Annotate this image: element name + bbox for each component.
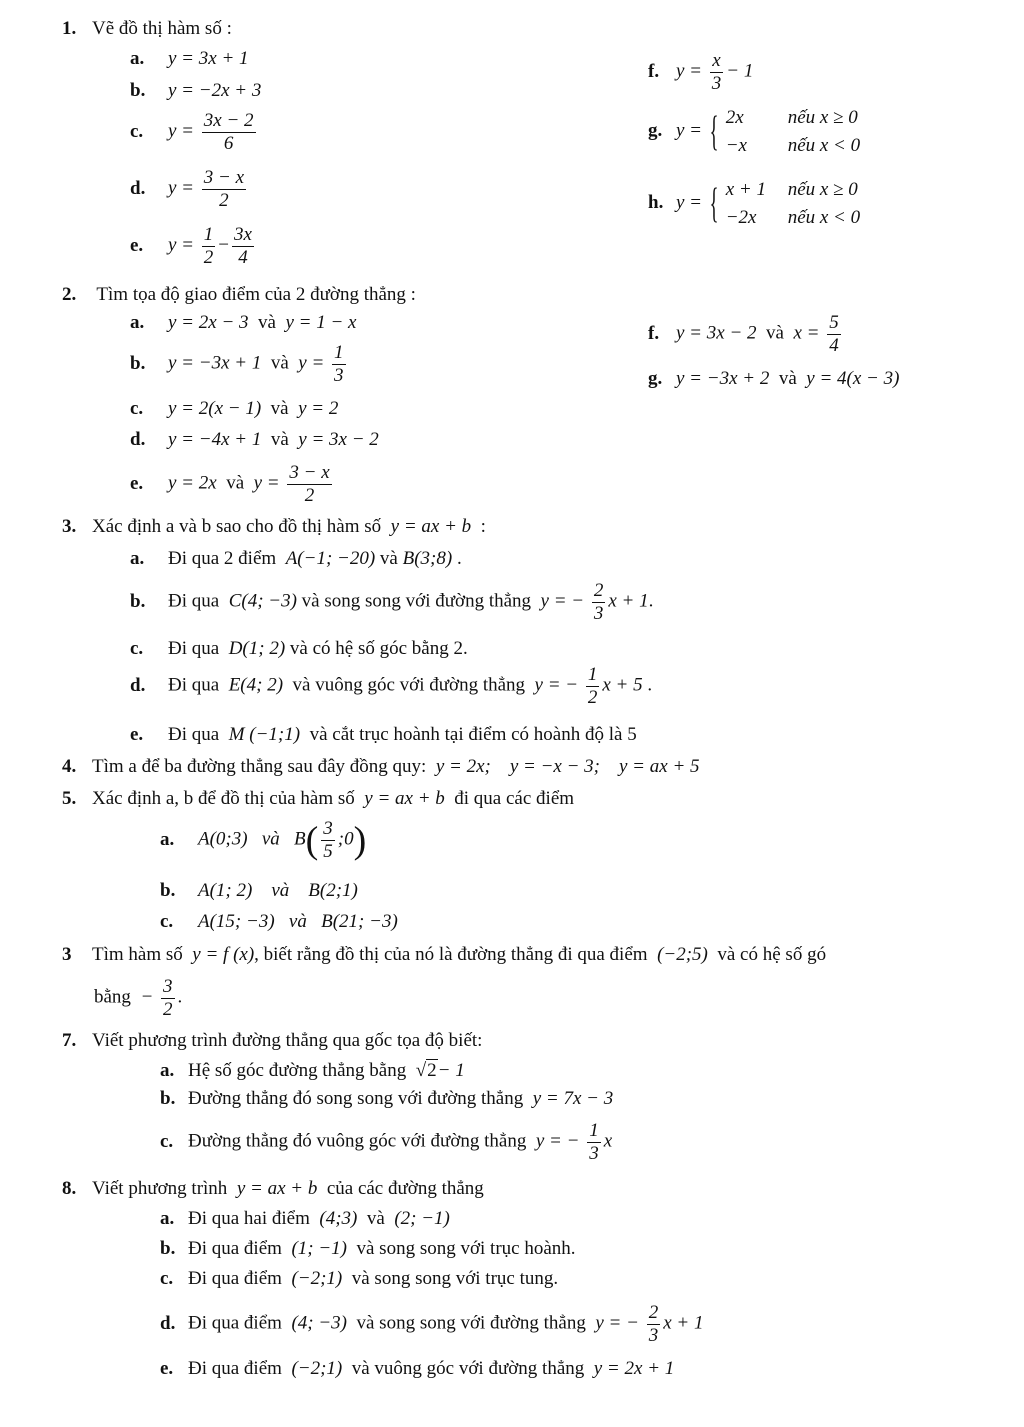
q7-item-c: c. Đường thẳng đó vuông góc với đường thẳng y = − $\frac{1}{3}$ x (160, 1120, 613, 1164)
fraction: $\frac{3 - x}{2}$ (289, 462, 330, 506)
q8-item-d: d. Đi qua điểm (4; −3) và song song với đường thẳng y = − $\frac{2}{3}$ x + 1 (160, 1302, 704, 1346)
left-brace: { (709, 108, 719, 155)
q5-item-a: a. A(0;3) và B( $\frac{3}{5}$ ;0) (160, 818, 367, 862)
q1-item-d: d. y = $\frac{3 - x}{2}$ (130, 167, 245, 211)
fraction: $\frac{2}{3}$ (593, 580, 604, 624)
q8-item-a: a. Đi qua hai điểm (4;3) và (2; −1) (160, 1208, 450, 1229)
q6-heading: 3 Tìm hàm số y = f (x), biết rằng đồ thị của nó là đường thẳng đi qua điểm (−2;5) và có hệ số gó (62, 944, 827, 965)
q7-item-a: a. Hệ số góc đường thẳng bằng √2− 1 (160, 1060, 465, 1081)
q1-item-g: g. y = { 2x nếu x ≥ 0 −x nếu x < 0 (648, 104, 860, 159)
q2-item-a: a. y = 2x − 3 và y = 1 − x (130, 312, 357, 333)
q1-heading: 1. Vẽ đồ thị hàm số : (62, 18, 232, 39)
q2-heading: 2. Tìm tọa độ giao điểm của 2 đường thẳng : (62, 284, 416, 305)
fraction: $\frac{5}{4}$ (829, 312, 839, 356)
fraction: $\frac{1}{2}$ (203, 224, 214, 268)
q3-heading: 3. Xác định a và b sao cho đồ thị hàm số y = ax + b : (62, 516, 486, 537)
fraction: $\frac{x}{3}$ (711, 50, 722, 94)
q2-item-d: d. y = −4x + 1 và y = 3x − 2 (130, 429, 379, 450)
q3-item-b: b. Đi qua C(4; −3) và song song với đường thẳng y = − $\frac{2}{3}$ x + 1. (130, 580, 654, 624)
q8-item-e: e. Đi qua điểm (−2;1) và vuông góc với đường thẳng y = 2x + 1 (160, 1358, 675, 1379)
fraction: $\frac{3}{5}$ (323, 818, 333, 862)
q6-line-2: bằng − $\frac{3}{2}$ . (94, 976, 183, 1020)
q7-item-b: b. Đường thẳng đó song song với đường thẳng y = 7x − 3 (160, 1088, 614, 1109)
fraction: $\frac{3}{2}$ (163, 976, 173, 1020)
piecewise-cases: x + 1 nếu x ≥ 0 −2x nếu x < 0 (725, 179, 861, 228)
q8-item-c: c. Đi qua điểm (−2;1) và song song với trục tung. (160, 1268, 559, 1289)
q3-item-a: a. Đi qua 2 điểm A(−1; −20) và B(3;8) . (130, 548, 462, 569)
q1-item-b: b. y = −2x + 3 (130, 80, 262, 101)
close-paren: ) (353, 819, 367, 862)
q1-item-f: f. y = $\frac{x}{3}$ − 1 (648, 50, 754, 94)
q5-item-b: b. A(1; 2) và B(2;1) (160, 880, 358, 901)
piecewise-cases: 2x nếu x ≥ 0 −x nếu x < 0 (725, 107, 861, 156)
fraction: $\frac{1}{3}$ (589, 1120, 599, 1164)
q1-item-e: e. y = $\frac{1}{2}$ − $\frac{3x}{4}$ (130, 224, 252, 268)
q3-item-d: d. Đi qua E(4; 2) và vuông góc với đường thẳng y = − $\frac{1}{2}$ x + 5 . (130, 664, 653, 708)
q2-item-c: c. y = 2(x − 1) và y = 2 (130, 398, 339, 419)
q2-item-f: f. y = 3x − 2 và x = $\frac{5}{4}$ (648, 312, 839, 356)
fraction: $\frac{1}{2}$ (587, 664, 598, 708)
q8-item-b: b. Đi qua điểm (1; −1) và song song với trục hoành. (160, 1238, 576, 1259)
open-paren: ( (305, 819, 319, 862)
left-brace: { (709, 180, 719, 227)
fraction: $\frac{2}{3}$ (648, 1302, 659, 1346)
q3-item-e: e. Đi qua M (−1;1) và cắt trục hoành tại điểm có hoành độ là 5 (130, 724, 637, 745)
q1-item-a: a. y = 3x + 1 (130, 48, 249, 69)
q8-heading: 8. Viết phương trình y = ax + b của các đường thẳng (62, 1178, 484, 1199)
q4-heading: 4. Tìm a để ba đường thẳng sau đây đồng quy: y = 2x; y = −x − 3; y = ax + 5 (62, 756, 700, 777)
q5-heading: 5. Xác định a, b để đồ thị của hàm số y = ax + b đi qua các điểm (62, 788, 575, 809)
q1-item-c: c. y = $\frac{3x - 2}{6}$ (130, 110, 254, 154)
q1-item-h: h. y = { x + 1 nếu x ≥ 0 −2x nếu x < 0 (648, 176, 860, 231)
fraction: $\frac{3x}{4}$ (233, 224, 252, 268)
q3-item-c: c. Đi qua D(1; 2) và có hệ số góc bằng 2. (130, 638, 468, 659)
fraction: $\frac{3x - 2}{6}$ (203, 110, 254, 154)
fraction: $\frac{3 - x}{2}$ (203, 167, 245, 211)
q7-heading: 7. Viết phương trình đường thẳng qua gốc tọa độ biết: (62, 1030, 483, 1051)
q5-item-c: c. A(15; −3) và B(21; −3) (160, 911, 398, 932)
fraction: $\frac{1}{3}$ (334, 342, 344, 386)
q2-item-g: g. y = −3x + 2 và y = 4(x − 3) (648, 368, 900, 389)
q2-item-b: b. y = −3x + 1 và y = $\frac{1}{3}$ (130, 342, 344, 386)
q2-item-e: e. y = 2x và y = $\frac{3 - x}{2}$ (130, 462, 330, 506)
